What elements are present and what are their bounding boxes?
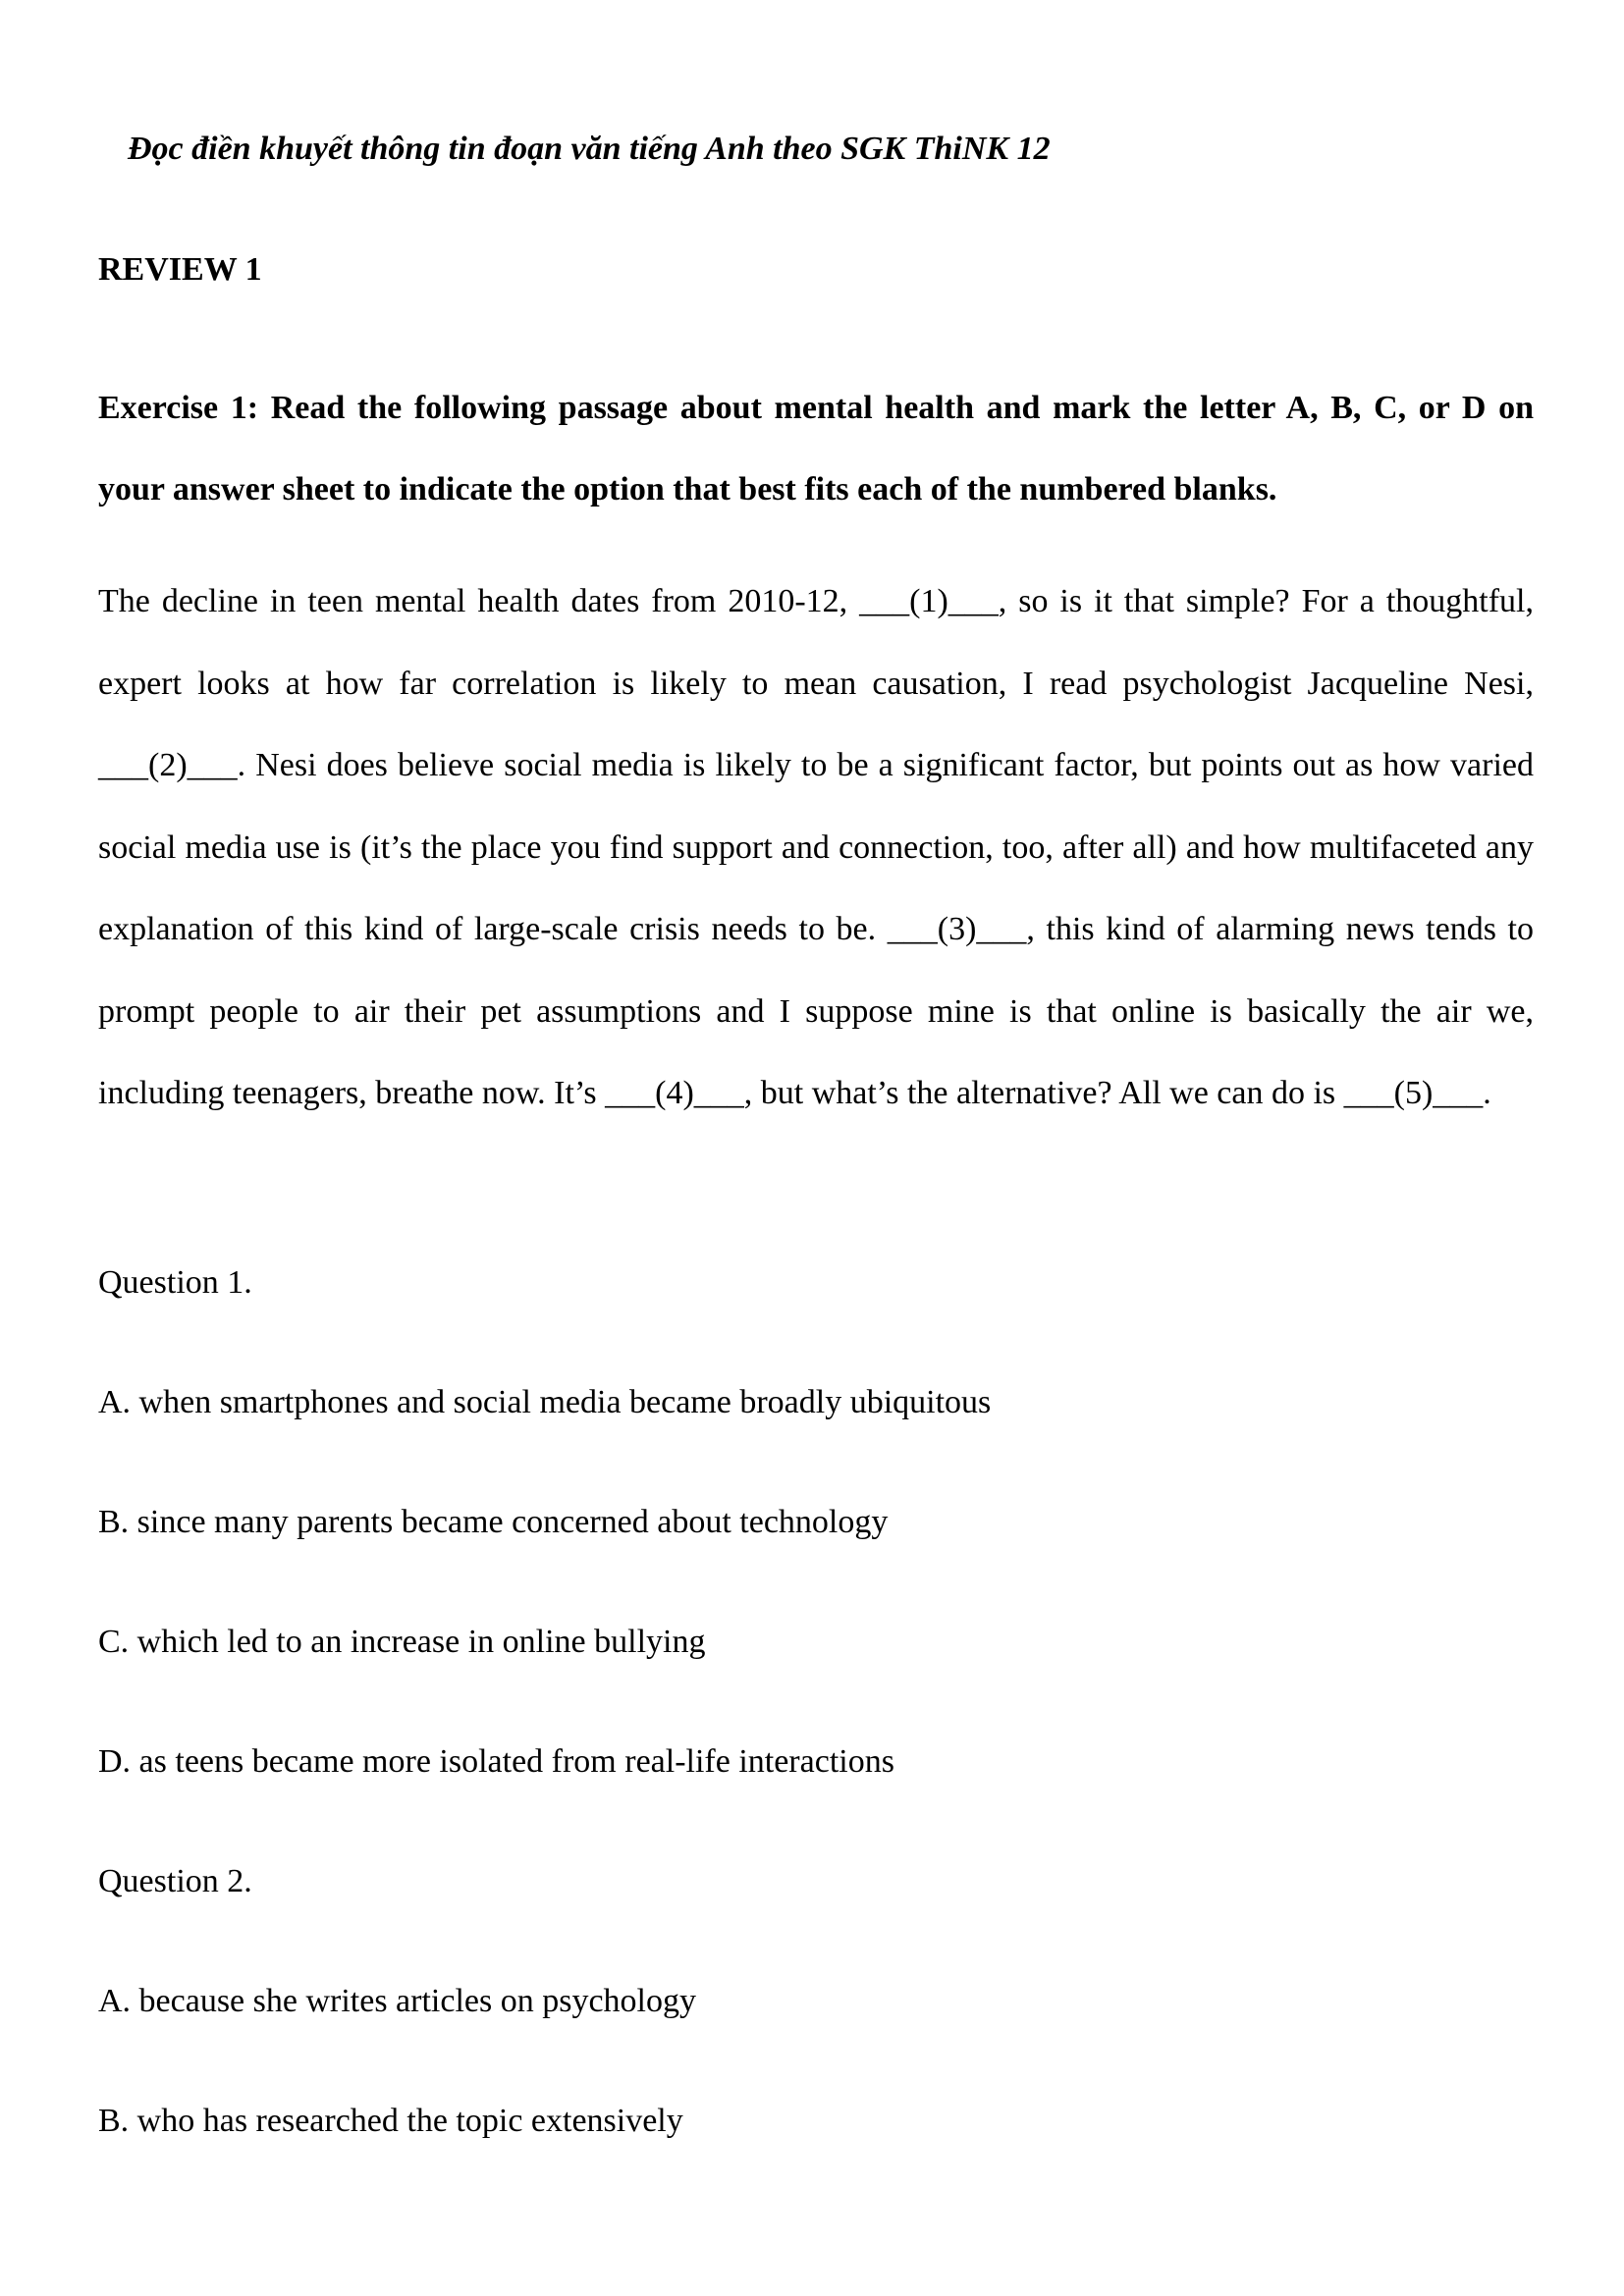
- exercise-instruction: Exercise 1: Read the following passage about mental health and mark the letter A, B, C, or D on your answer sheet to indicate the option that best fits each of the numbered blanks.: [98, 390, 1534, 507]
- question-label: Question 2.: [98, 1863, 252, 1899]
- answer-option-a: A. because she writes articles on psychology: [98, 1983, 696, 2019]
- answer-option-d: D. as teens became more isolated from real-life interactions: [98, 1743, 894, 1780]
- answer-option-c: C. which led to an increase in online bullying: [98, 1624, 706, 1660]
- document-title: Đọc điền khuyết thông tin đoạn văn tiếng Anh theo SGK ThiNK 12: [128, 131, 1051, 167]
- reading-passage: The decline in teen mental health dates from 2010-12, ___(1)___, so is it that simple? For a thoughtful, expert looks at how far correlation is likely to mean causation, I read psychologist Jacqueline Nesi, ___(2)___. Nesi does believe social media is likely to be a significant factor, but points out as how varied social media use is (it’s the place you find support and connection, too, after all) and how multifaceted any explanation of this kind of large-scale crisis needs to be. ___(3)___, this kind of alarming news tends to prompt people to air their pet assumptions and I suppose mine is that online is basically the air we, including teenagers, breathe now. It’s ___(4)___, but what’s the alternative? All we can do is ___(5)___.: [98, 583, 1534, 1111]
- question-label: Question 1.: [98, 1264, 252, 1301]
- answer-option-b: B. who has researched the topic extensively: [98, 2103, 683, 2139]
- answer-option-a: A. when smartphones and social media became broadly ubiquitous: [98, 1384, 992, 1420]
- section-heading: REVIEW 1: [98, 251, 262, 288]
- answer-option-b: B. since many parents became concerned about technology: [98, 1504, 889, 1540]
